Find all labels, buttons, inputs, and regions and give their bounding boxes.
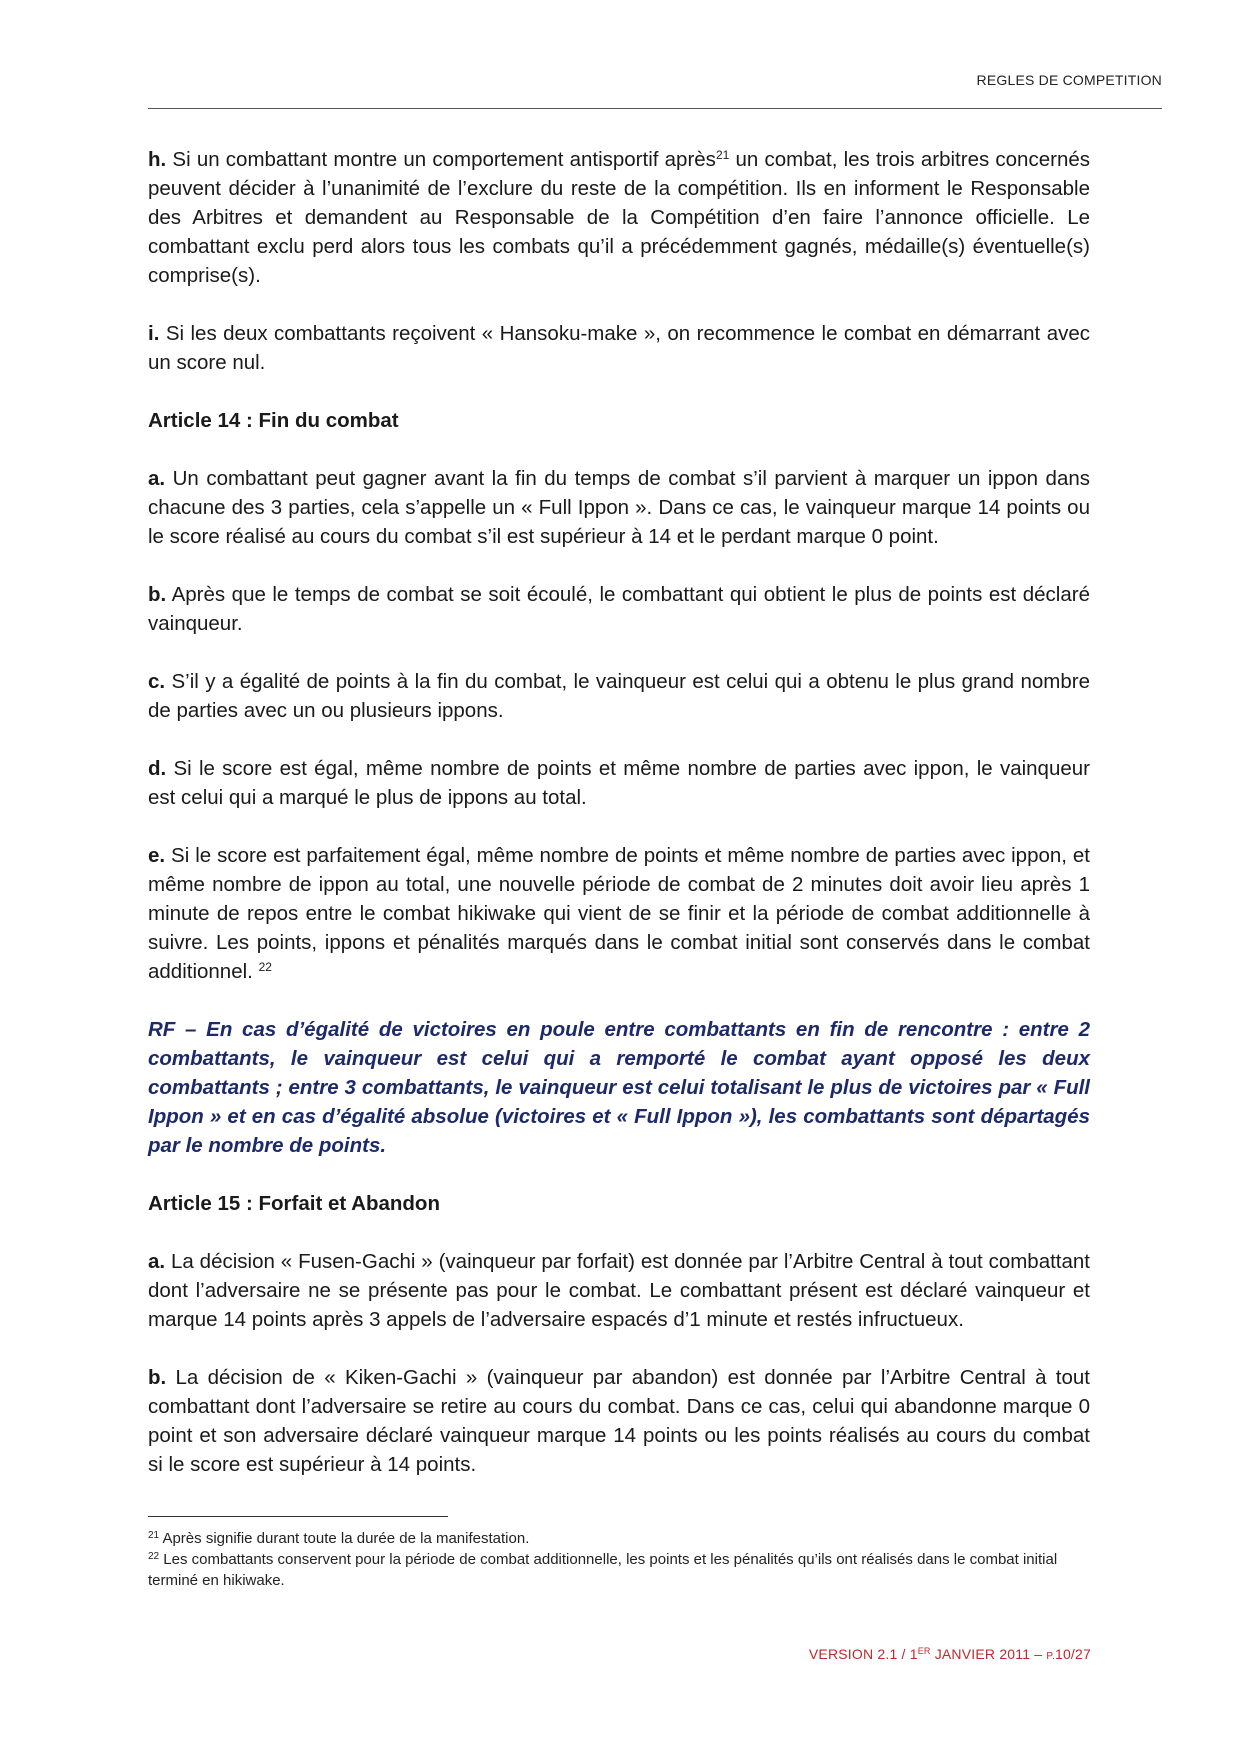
paragraph-label: d. xyxy=(148,757,167,780)
footer-version: VERSION 2.1 / 1 xyxy=(808,1646,918,1662)
paragraph-text: Si le score est parfaitement égal, même nombre de points et même nombre de parties avec ippon, et même nombre de ippon au total, une nouvelle période de combat de 2 minutes doit avoir lieu après 1 minute de repos entre le combat hikiwake qui vient de se finir et la période de combat additionnelle à suivre. Les points, ippons et pénalités marqués dans le combat initial sont conservés dans le combat additionnel. xyxy=(148,844,1090,983)
paragraph-text: Si un combattant montre un comportement antisportif après xyxy=(166,148,716,171)
page-number: 10/27 xyxy=(1054,1646,1091,1662)
paragraph-text: Un combattant peut gagner avant la fin du temps de combat s’il parvient à marquer un ippon dans chacune des 3 parties, cela s’appelle un « Full Ippon ». Dans ce cas, le vainqueur marque 14 points ou le score réalisé au cours du combat s’il est supérieur à 14 et le perdant marque 0 point. xyxy=(148,467,1090,548)
paragraph-label: i. xyxy=(148,322,160,345)
paragraph-text: La décision « Fusen-Gachi » (vainqueur par forfait) est donnée par l’Arbitre Central à tout combattant dont l’adversaire ne se présente pas pour le combat. Le combattant présent est déclaré vainqueur et marque 14 points après 3 appels de l’adversaire espacés d’1 minute et restés infructueux. xyxy=(148,1250,1090,1331)
footnote-number: 21 xyxy=(148,1530,160,1541)
article-14-paragraph-c xyxy=(148,667,1090,725)
footnote-ref-21[interactable]: 21 xyxy=(715,148,730,162)
paragraph-label: b. xyxy=(148,583,167,606)
paragraph-label: e. xyxy=(148,844,166,867)
footnote-separator xyxy=(148,1516,448,1517)
footer-page-prefix: P. xyxy=(1046,1651,1055,1662)
paragraph-text: Si le score est égal, même nombre de points et même nombre de parties avec ippon, le vainqueur est celui qui a marqué le plus de ippons au total. xyxy=(148,757,1090,809)
footnote-number: 22 xyxy=(148,1551,160,1562)
article-14-title: Article 14 : Fin du combat xyxy=(148,409,399,432)
footnote-22 xyxy=(148,1549,1090,1591)
paragraph-i xyxy=(148,319,1090,377)
paragraph-text: La décision de « Kiken-Gachi » (vainqueur par abandon) est donnée par l’Arbitre Central à tout combattant dont l’adversaire se retire au cours du combat. Dans ce cas, celui qui abandonne marque 0 point et son adversaire déclaré vainqueur marque 14 points ou les points réalisés au cours du combat si le score est supérieur à 14 points. xyxy=(148,1366,1090,1476)
article-15-paragraph-a xyxy=(148,1247,1090,1334)
footnotes xyxy=(148,1528,1090,1591)
paragraph-text: Si les deux combattants reçoivent « Hansoku-make », on recommence le combat en démarrant avec un score nul. xyxy=(148,322,1090,374)
paragraph-h xyxy=(148,145,1090,290)
paragraph-label: b. xyxy=(148,1366,167,1389)
article-15-paragraph-b xyxy=(148,1363,1090,1479)
document-body xyxy=(148,145,1090,1508)
page-footer xyxy=(809,1646,1091,1662)
rf-note: RF – En cas d’égalité de victoires en poule entre combattants en fin de rencontre : entre 2 combattants, le vainqueur est celui qui a remporté le combat ayant opposé les deux combattants ; entre 3 combattants, le vainqueur est celui totalisant le plus de victoires par « Full Ippon » et en cas d’égalité absolue (victoires et « Full Ippon »), les combattants sont départagés par le nombre de points. xyxy=(148,1018,1090,1157)
article-15-title: Article 15 : Forfait et Abandon xyxy=(148,1192,440,1215)
paragraph-label: a. xyxy=(148,1250,166,1273)
article-14-paragraph-b xyxy=(148,580,1090,638)
article-14-paragraph-a xyxy=(148,464,1090,551)
footer-ordinal: ER xyxy=(917,1646,931,1656)
paragraph-text: Après que le temps de combat se soit écoulé, le combattant qui obtient le plus de points est déclaré vainqueur. xyxy=(148,583,1090,635)
footnote-ref-22[interactable]: 22 xyxy=(258,960,272,974)
paragraph-label: a. xyxy=(148,467,166,490)
footer-date: JANVIER 2011 – xyxy=(930,1646,1047,1662)
paragraph-label: c. xyxy=(148,670,166,693)
article-14-paragraph-e xyxy=(148,841,1090,986)
running-header: REGLES DE COMPETITION xyxy=(976,72,1162,88)
paragraph-text: un combat, les trois arbitres concernés peuvent décider à l’unanimité de l’exclure du reste de la compétition. Ils en informent le Responsable des Arbitres et demandent au Responsable de la Compétition d’en faire l’annonce officielle. Le combattant exclu perd alors tous les combats qu’il a précédemment gagnés, médaille(s) éventuelle(s) comprise(s). xyxy=(148,148,1090,287)
footnote-text: Après signifie durant toute la durée de la manifestation. xyxy=(159,1530,530,1547)
paragraph-label: h. xyxy=(148,148,167,171)
header-rule xyxy=(148,108,1162,109)
footnote-text: Les combattants conservent pour la période de combat additionnelle, les points et les pénalités qu’ils ont réalisés dans le combat initial terminé en hikiwake. xyxy=(148,1551,1058,1589)
footnote-21 xyxy=(148,1528,1090,1549)
article-14-paragraph-d xyxy=(148,754,1090,812)
paragraph-text: S’il y a égalité de points à la fin du combat, le vainqueur est celui qui a obtenu le plus grand nombre de parties avec un ou plusieurs ippons. xyxy=(148,670,1090,722)
